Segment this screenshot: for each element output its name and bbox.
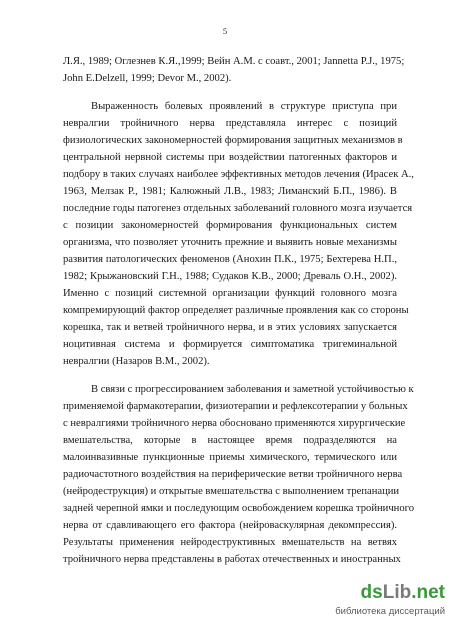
text-line: радиочастотного воздействия на периферические ветви тройничного нерва (63, 469, 403, 480)
text-line: Результаты применения нейродеструктивных вмешательств на ветвях (63, 537, 397, 548)
text-line: с позиции закономерностей формирования функциональных систем (63, 220, 397, 231)
dslib-logo: dsLib.net (360, 582, 445, 603)
text-line: 1982; Крыжановский Г.Н., 1988; Судаков К.В., 2000; Древаль О.Н., 2002). (63, 271, 397, 282)
text-line: вмешательства, которые в настоящее время подразделяются на (63, 435, 397, 446)
text-line: с невралгиями тройничного нерва обосновано применяются хирургические (63, 418, 406, 429)
text-line: последние годы патогенез отдельных заболеваний головного мозга изучается (63, 203, 413, 214)
text-line: центральной нервной системы при воздействии патогенных факторов и (63, 152, 397, 163)
text-line: задней черепной ямки и последующим освобождением корешка тройничного (63, 503, 415, 514)
text-line: ноцитивная система и формируется симптоматика тригеминальной (63, 339, 397, 350)
text-line: нерва от сдавливающего его фактора (нейроваскулярная декомпрессия). (63, 520, 397, 531)
text-line: Именно с позиций системной организации функций головного мозга (63, 288, 397, 299)
text-line: 1963, Мелзак Р., 1981; Калюжный Л.В., 1983; Лиманский Б.П., 1986). В (63, 186, 397, 197)
text-line: невралгии тройничного нерва представляла интерес с позиций (63, 118, 397, 129)
text-line: невралгии (Назаров В.М., 2002). (63, 356, 210, 367)
text-line: John E.Delzell, 1999; Devor M., 2002). (63, 73, 232, 84)
text-line: подбору в таких случаях наиболее эффективных методов лечения (Ирасек А., (63, 169, 414, 180)
text-line: компремирующий фактор определяет различные проявления как со стороны (63, 305, 409, 316)
text-line: физиологических закономерностей формирования защитных механизмов в (63, 135, 403, 146)
dslib-watermark (300, 582, 445, 622)
text-line: В связи с прогрессированием заболевания и заметной устойчивостью к (91, 384, 414, 395)
text-line: развития патологических феноменов (Анохин П.К., 1975; Бехтерева Н.П., (63, 254, 397, 265)
text-line: тройничного нерва представлены в работах отечественных и иностранных (63, 554, 401, 565)
text-line: организма, что позволяет уточнить прежние и выявить новые механизмы (63, 237, 397, 248)
text-line: применяемой фармакотерапии, физиотерапии и рефлексотерапии у больных (63, 401, 408, 412)
text-line: Л.Я., 1989; Оглезнев К.Я.,1999; Вейн А.М. с соавт., 2001; Jannetta P.J., 1975; (63, 56, 405, 67)
dslib-tagline: библиотека диссертаций (335, 606, 445, 617)
text-line: (нейродеструкция) и открытые вмешательства с выполнением трепанации (63, 486, 400, 497)
text-line: малоинвазивные пункционные приемы химического, термического или (63, 452, 397, 463)
page-number: 5 (222, 26, 228, 36)
text-line: корешка, так и ветвей тройничного нерва, и в этих условиях запускается (63, 322, 397, 333)
text-line: Выраженность болевых проявлений в структуре приступа при (91, 101, 397, 112)
